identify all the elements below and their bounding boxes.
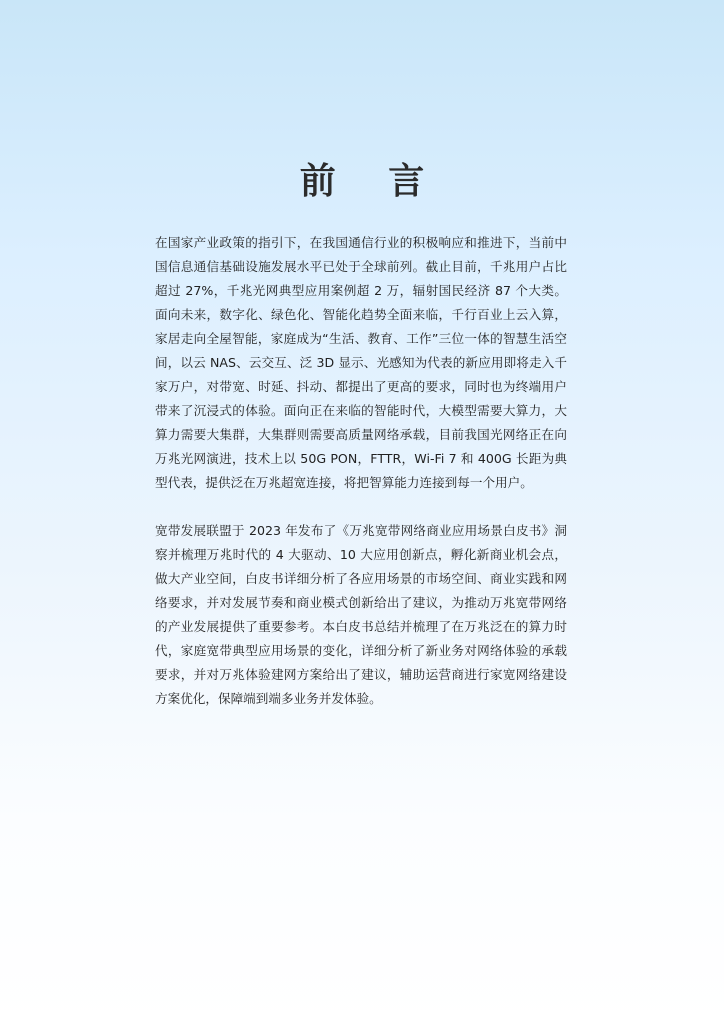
paragraph-1: 在国家产业政策的指引下，在我国通信行业的积极响应和推进下，当前中国信息通信基础设施发展水平已处于全球前列。截止目前，千兆用户占比超过 27%，千兆光网典型应用案例超 2 万，辐射国民经济 87 个大类。面向未来，数字化、绿色化、智能化趋势全面来临，千行百业上云入算，家居走向全屋智能，家庭成为“生活、教育、工作”三位一体的智慧生活空间，以云 NAS、云交互、泛 3D 显示、光感知为代表的新应用即将走入千家万户，对带宽、时延、抖动、都提出了更高的要求，同时也为终端用户带来了沉浸式的体验。面向正在来临的智能时代，大模型需要大算力，大算力需要大集群，大集群则需要高质量网络承载，目前我国光网络正在向万兆光网演进，技术上以 50G PON，FTTR，Wi-Fi 7 和 400G 长距为典型代表，提供泛在万兆超宽连接，将把智算能力连接到每一个用户。 <box>155 235 567 490</box>
body-text <box>155 231 567 711</box>
page-title: 前 言 <box>299 161 445 202</box>
paragraph-2: 宽带发展联盟于 2023 年发布了《万兆宽带网络商业应用场景白皮书》洞察并梳理万兆时代的 4 大驱动、10 大应用创新点，孵化新商业机会点，做大产业空间，白皮书详细分析了各应用场景的市场空间、商业实践和网络要求，并对发展节奏和商业模式创新给出了建议，为推动万兆宽带网络的产业发展提供了重要参考。本白皮书总结并梳理了在万兆泛在的算力时代，家庭宽带典型应用场景的变化，详细分析了新业务对网络体验的承载要求，并对万兆体验建网方案给出了建议，辅助运营商进行家宽网络建设方案优化，保障端到端多业务并发体验。 <box>155 523 567 706</box>
